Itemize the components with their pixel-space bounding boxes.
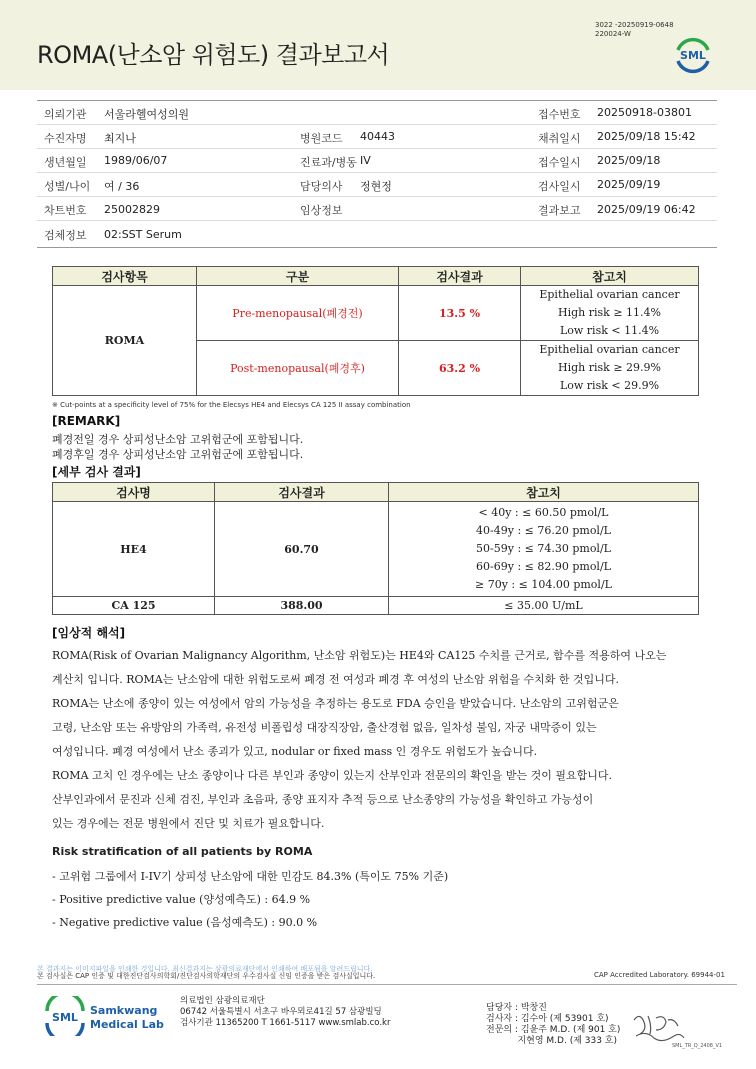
interpretation-body	[52, 644, 702, 836]
risk-line: - 고위험 그룹에서 I-IV기 상피성 난소암에 대한 민감도 84.3% (특이도 75% 기준)	[52, 870, 449, 883]
cutpoint-footnote: ※ Cut-points at a specificity level of 75% for the Elecsys HE4 and Elecsys CA 125 II assay combination	[52, 401, 411, 409]
doctor-label: 담당의사	[300, 180, 343, 193]
col-header: 참고치	[521, 267, 699, 286]
receipt-date-value: 2025/09/18	[597, 154, 661, 167]
dept-value: IV	[360, 154, 371, 167]
test-date-label: 검사일시	[538, 180, 581, 193]
doctor-value: 정현정	[360, 180, 392, 193]
detail-table	[52, 482, 699, 615]
info-divider	[37, 124, 717, 125]
info-divider	[37, 148, 717, 149]
page-title: ROMA(난소암 위험도) 결과보고서	[37, 41, 390, 69]
hospital-code-label: 병원코드	[300, 132, 343, 145]
chart-value: 25002829	[104, 203, 160, 216]
footer-divider	[37, 984, 737, 985]
col-header: 참고치	[389, 483, 699, 502]
sex-age-value: 여 / 36	[104, 180, 140, 193]
cap-accreditation: CAP Accredited Laboratory. 69944-01	[594, 971, 725, 979]
interpretation-line: ROMA(Risk of Ovarian Malignancy Algorithm, 난소암 위험도)는 HE4와 CA125 수치를 근거로, 함수를 적용하여 나오는	[52, 649, 667, 662]
roma-table-header	[53, 267, 699, 286]
interpretation-line: ROMA는 난소에 종양이 있는 여성에서 암의 가능성을 추정하는 용도로 FDA 승인을 받았습니다. 난소암의 고위험군은	[52, 697, 619, 710]
remark-title: [REMARK]	[52, 414, 121, 428]
ca125-ref: ≤ 35.00 U/mL	[389, 597, 699, 615]
samkwang-logo-sml: SML	[52, 1011, 78, 1024]
post-menopausal-result: 63.2 %	[399, 341, 521, 396]
chart-label: 차트번호	[44, 204, 87, 217]
info-divider	[37, 196, 717, 197]
dob-value: 1989/06/07	[104, 154, 168, 167]
table-row	[53, 597, 699, 615]
table-row	[53, 502, 699, 597]
institution-value: 서울라헬여성의원	[104, 108, 190, 121]
col-header: 구분	[197, 267, 399, 286]
sml-logo-icon	[672, 34, 714, 76]
receipt-no-value: 20250918-03801	[597, 106, 692, 119]
interpretation-line: 산부인과에서 문진과 신체 검진, 부인과 초음파, 종양 표지자 추적 등으로 난소종양의 가능성을 확인하고 가능성이	[52, 793, 594, 806]
clinical-label: 임상정보	[300, 204, 343, 217]
info-divider	[37, 172, 717, 173]
receipt-date-label: 접수일시	[538, 156, 581, 169]
pre-menopausal-label: Pre-menopausal(폐경전)	[197, 286, 399, 341]
remark-line: 폐경전일 경우 상피성난소암 고위험군에 포함됩니다.	[52, 433, 304, 446]
print-notice: 본 결과지는 이미지파일을 인쇄한 것입니다. 최신결과지는 삼광의료재단에서 인쇄하여 배포됨을 알려드립니다.	[37, 965, 373, 973]
document-code: 3022 -20250919-0648 220024-W	[595, 21, 674, 38]
risk-line: - Negative predictive value (음성예측도) : 90.0 %	[52, 916, 318, 929]
col-header: 검사항목	[53, 267, 197, 286]
col-header: 검사명	[53, 483, 215, 502]
interpretation-line: 고령, 난소암 또는 유방암의 가족력, 유전성 비폴립성 대장직장암, 출산경험 없음, 일차성 불임, 자궁 내막증이 있는	[52, 721, 597, 734]
dept-label: 진료과/병동	[300, 156, 357, 169]
patient-value: 최지나	[104, 132, 136, 145]
receipt-no-label: 접수번호	[538, 108, 581, 121]
interpretation-title: [임상적 해석]	[52, 626, 126, 640]
he4-result: 60.70	[215, 502, 389, 597]
info-bottom-divider	[37, 247, 717, 248]
table-row	[53, 286, 699, 341]
signature-icon	[628, 1010, 688, 1044]
collection-label: 채취일시	[538, 132, 581, 145]
col-header: 검사결과	[399, 267, 521, 286]
pre-menopausal-ref: Epithelial ovarian cancer High risk ≥ 11.4% Low risk < 11.4%	[521, 286, 699, 341]
report-value: 2025/09/19 06:42	[597, 203, 696, 216]
risk-title: Risk stratification of all patients by ROMA	[52, 845, 313, 858]
hospital-code-value: 40443	[360, 130, 395, 143]
he4-ref: < 40y : ≤ 60.50 pmol/L 40-49y : ≤ 76.20 pmol/L 50-59y : ≤ 74.30 pmol/L 60-69y : ≤ 82.90 pmol/L ≥ 70y : ≤ 104.00 pmol/L	[389, 502, 699, 597]
test-date-value: 2025/09/19	[597, 178, 661, 191]
collection-value: 2025/09/18 15:42	[597, 130, 696, 143]
sml-logo-text: SML	[680, 49, 706, 62]
interpretation-line: ROMA 고치 인 경우에는 난소 종양이나 다른 부인과 종양이 있는지 산부인과 전문의의 확인을 받는 것이 필요합니다.	[52, 769, 612, 782]
dob-label: 생년월일	[44, 156, 87, 169]
pre-menopausal-result: 13.5 %	[399, 286, 521, 341]
samkwang-logo-name: Medical Lab	[90, 1018, 164, 1031]
detail-table-header	[53, 483, 699, 502]
he4-name: HE4	[53, 502, 215, 597]
interpretation-line: 계산치 입니다. ROMA는 난소암에 대한 위험도로써 폐경 전 여성과 폐경 후 여성의 난소암 위험을 수치화 한 것입니다.	[52, 673, 619, 686]
specimen-label: 검체정보	[44, 229, 87, 242]
sex-age-label: 성별/나이	[44, 180, 91, 193]
info-top-divider	[37, 100, 717, 101]
roma-table	[52, 266, 699, 396]
form-code: SML_TR_Q_2408_V1	[672, 1043, 723, 1049]
accreditation-notice: 본 검사실은 CAP 인증 및 대한진단검사의학회/진단검사의학재단의 우수검사실 신임 인증을 받은 검사실입니다.	[37, 972, 376, 980]
roma-item: ROMA	[53, 286, 197, 396]
interpretation-line: 있는 경우에는 전문 병원에서 진단 및 치료가 필요합니다.	[52, 817, 325, 830]
interpretation-line: 여성입니다. 폐경 여성에서 난소 종괴가 있고, nodular or fixed mass 인 경우도 위험도가 높습니다.	[52, 745, 538, 758]
detail-title: [세부 검사 결과]	[52, 465, 141, 479]
ca125-name: CA 125	[53, 597, 215, 615]
post-menopausal-label: Post-menopausal(폐경후)	[197, 341, 399, 396]
samkwang-logo-name: Samkwang	[90, 1004, 158, 1017]
post-menopausal-ref: Epithelial ovarian cancer High risk ≥ 29.9% Low risk < 29.9%	[521, 341, 699, 396]
report-label: 결과보고	[538, 204, 581, 217]
info-divider	[37, 220, 717, 221]
ca125-result: 388.00	[215, 597, 389, 615]
patient-label: 수진자명	[44, 132, 87, 145]
samkwang-logo-icon	[44, 996, 164, 1036]
col-header: 검사결과	[215, 483, 389, 502]
remark-line: 폐경후일 경우 상피성난소암 고위험군에 포함됩니다.	[52, 448, 304, 461]
specimen-value: 02:SST Serum	[104, 228, 182, 241]
risk-line: - Positive predictive value (양성예측도) : 64.9 %	[52, 893, 311, 906]
institution-label: 의뢰기관	[44, 108, 87, 121]
staff-info: 담당자 : 박창진 검사자 : 김수아 (제 53901 호) 전문의 : 김윤주 M.D. (제 901 호) 지현영 M.D. (제 333 호)	[486, 1003, 621, 1046]
organization-info: 의료법인 삼광의료재단 06742 서울특별시 서초구 바우뫼로41길 57 삼광빌딩 검사기관 11365200 T 1661-5117 www.smlab.co.kr	[180, 996, 391, 1028]
